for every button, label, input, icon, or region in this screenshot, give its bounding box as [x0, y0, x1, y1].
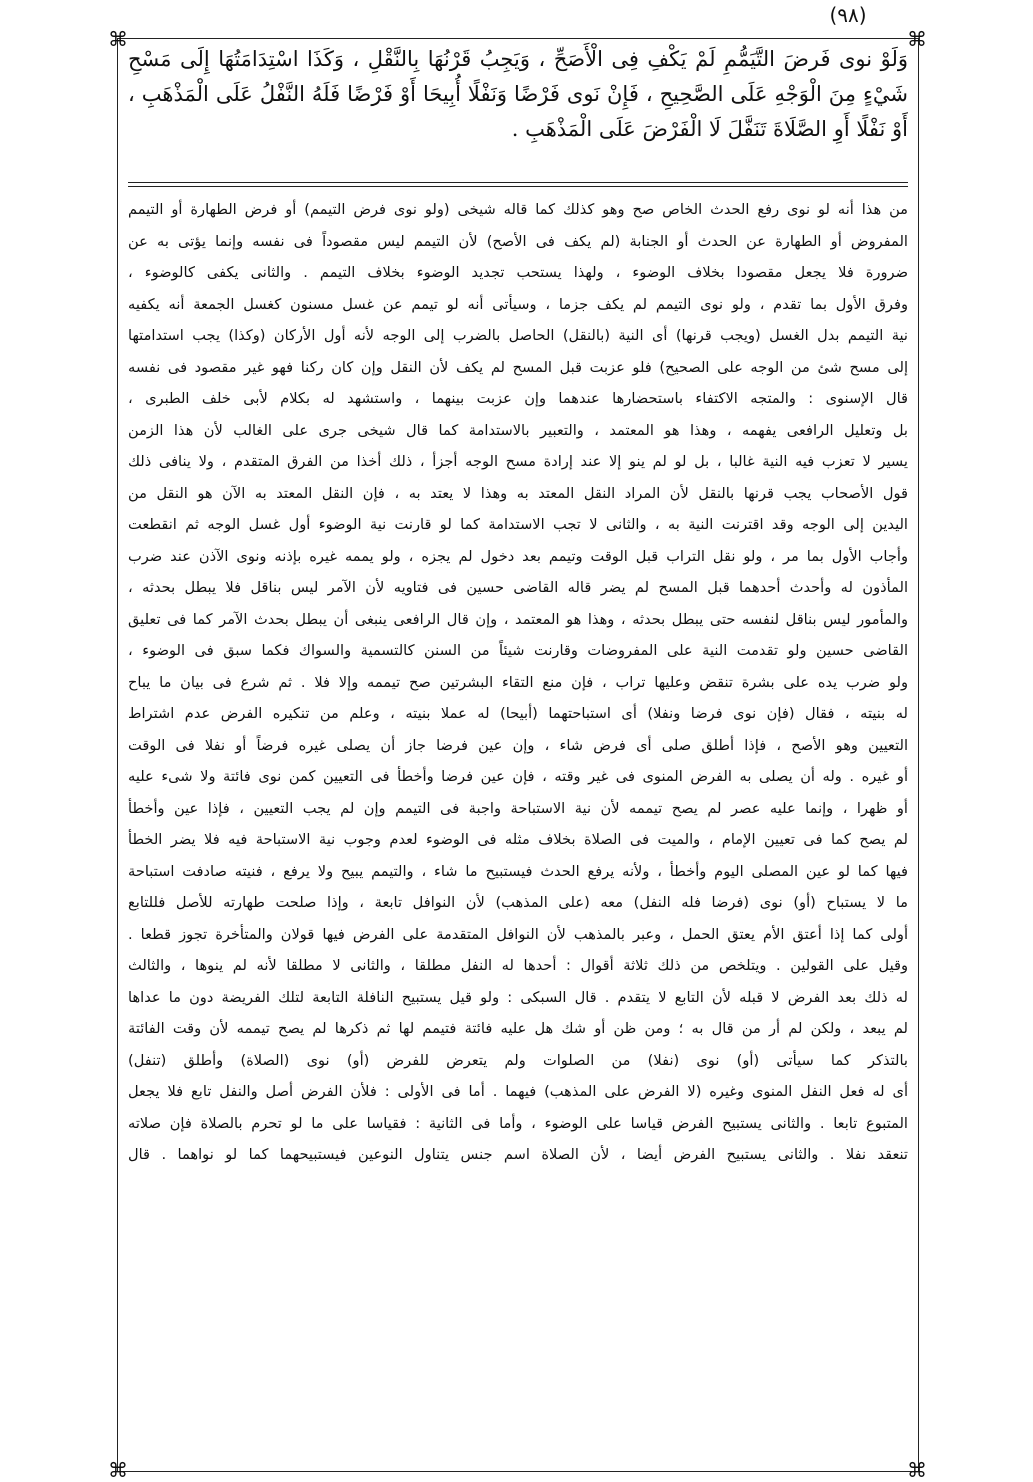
commentary-line: وقيل على القولين . ويتلخص من ذلك ثلاثة أقوال : أحدها له النفل مطلقا ، والثانى لا مطلقا لأنه لم ينوها ، والثالث — [128, 957, 908, 974]
commentary-line: أولى كما إذا أعتق الأم يعتق الحمل ، وعبر بالمذهب لأن النوافل المتقدمة على الفرض فيها قولان والمتأخرة تجوز قطعا . — [128, 925, 908, 943]
commentary-line: ولو ضرب يده على بشرة تنقض وعليها تراب ، فإن منع التقاء البشرتين صح تيممه وإلا فلا . ثم شرع فى بيان ما يباح — [128, 673, 908, 691]
commentary-line: بالتذكر كما سيأتى (أو) نوى (نفلا) من الصلوات ولم يتعرض للفرض (أو) نوى (الصلاة) وأطلق (تنفل) — [128, 1051, 908, 1069]
commentary-line: المتبوع تابعا . والثانى يستبيح الفرض قياسا على الوضوء ، وأما فى الثانية : فقياسا على ما لو تحرم بالصلاة فإن صلاته — [128, 1114, 908, 1132]
commentary-line: أى له فعل النفل المنوى وغيره (لا الفرض على المذهب) فيهما . أما فى الأولى : فلأن الفرض أصل والنفل تابع فلا يجعل — [128, 1083, 908, 1100]
commentary-line: المأذون له وأحدث أحدهما قبل المسح لم يضر قاله القاضى حسين فى فتاويه لأن الآمر ليس بناقل فلا يبطل بحدثه ، — [128, 579, 908, 596]
commentary-line: تنعقد نفلا . والثانى يستبيح الفرض أيضا ، لأن الصلاة اسم جنس يتناول النوعين فيستبيحهما كما لو نواهما . قال — [128, 1146, 908, 1163]
commentary-line: ضرورة فلا يجعل مقصودا بخلاف الوضوء ، ولهذا يستحب تجديد الوضوء بخلاف التيمم . والثانى يكفى كالوضوء ، — [128, 264, 908, 281]
commentary-line: القاضى حسين ولو تقدمت النية على المفروضات وقارنت شيئاً من السنن كالتسمية والسواك فكما سبق فى الوضوء ، — [128, 642, 908, 659]
corner-ornament-bottom-right: ⌘ — [907, 1458, 927, 1482]
commentary-line: أو غيره . وله أن يصلى به الفرض المنوى فى غير وقته ، فإن عين فرضا وأخطأ فى التعيين كمن نوى فائتة ولا شىء عليه — [128, 768, 908, 785]
commentary-line: بل وتعليل الرافعى يفهمه ، وهذا هو المعتمد ، والتعبير بالاستدامة كما قال شيخى جرى على الغالب لأن هذا الزمن — [128, 421, 908, 439]
page-number: (٩٨) — [829, 3, 867, 27]
commentary-line: لم يصح كما فى تعيين الإمام ، والميت فى الصلاة بخلاف مثله فى الوضوء لعدم وجوب نية الاستباحة فيه فلا يضر الخطأ — [128, 831, 908, 848]
commentary-line: قول الأصحاب يجب قرنها بالنقل لأن المراد النقل المعتد به وهذا لا يعتد به ، فإن النقل المعتد به الآن هو النقل من — [128, 484, 908, 502]
corner-ornament-top-right: ⌘ — [907, 27, 927, 51]
commentary-line: اليدين إلى الوجه وقد اقترنت النية به ، والثانى لا تجب الاستدامة كما لو قارنت نية الوضوء أول غسل الوجه ثم انقطعت — [128, 516, 908, 533]
commentary-line: وفرق الأول بما تقدم ، ولو نوى التيمم لم يكف جزما ، وسيأتى أنه لو تيمم عن غسل مسنون كغسل الجمعة أنه يكفيه — [128, 295, 908, 313]
commentary-line: والمأمور ليس بناقل لنفسه حتى يبطل بحدثه ، وهذا هو المعتمد ، وإن قال الرافعى ينبغى أن يبطل بحدث الآمر كما فى تعليق — [128, 610, 908, 628]
commentary-line: يسير لا تعزب فيه النية غالبا ، بل لو لم ينو إلا عند إرادة مسح الوجه أجزأ ، ذلك أخذا من الفرق المتقدم ، ولا ينافى ذلك — [128, 453, 908, 470]
commentary-line: ما لا يستباح (أو) نوى (فرضا فله النفل) معه (على المذهب) لأن النوافل تابعة ، وإذا صلحت طهارته للأصل فللتابع — [128, 894, 908, 911]
commentary-line: له ذلك بعد الفرض لا قبله لأن التابع لا يتقدم . قال السبكى : ولو قيل يستبيح النافلة التابعة لتلك الفريضة دون ما عداها — [128, 988, 908, 1006]
corner-ornament-bottom-left: ⌘ — [108, 1458, 128, 1482]
commentary-line: التعيين وهو الأصح ، فإذا أطلق صلى أى فرض شاء ، وإن عين فرضا جاز أن يصلى غيره فرضاً أو نفلا فى الوقت — [128, 736, 908, 754]
commentary-line: له بنيته ، فقال (فإن نوى فرضا ونفلا) أى استباحتهما (أبيحا) له عملا بنيته ، وعلم من تنكيره الفرض عدم اشتراط — [128, 705, 908, 722]
commentary-line: فيها كما لو عين المصلى اليوم وأخطأ ، ولأنه يرفع الحدث فيستبيح ما شاء ، والتيمم يبيح ولا يرفع ، فنيته صادفت استباحة — [128, 862, 908, 880]
commentary-line: المفروض أو الطهارة عن الحدث أو الجنابة (لم يكف فى الأصح) لأن التيمم ليس مقصوداً فى نفسه وإنما يؤتى به عن — [128, 232, 908, 250]
corner-ornament-top-left: ⌘ — [108, 27, 128, 51]
commentary-line: إلى مسح شئ من الوجه على الصحيح) فلو عزبت قبل المسح لم يكف لأن النقل وإن كان ركنا فهو غير مقصود فى نفسه — [128, 358, 908, 376]
commentary-line: وأجاب الأول بما مر ، ولو نقل التراب قبل الوقت وتيمم بعد دخول لم يجزه ، ولو يممه غيره بإذنه ونوى الآذن عند ضرب — [128, 547, 908, 565]
commentary-line: أو ظهرا ، وإنما عليه عصر لم يصح تيممه لأن نية الاستباحة واجبة فى التيمم وإن لم يجب التعيين ، فإذا عين وأخطأ — [128, 799, 908, 817]
matn-main-text: وَلَوْ نوى فَرضَ التَّيَمُّمِ لَمْ يَكْفِ فِى الْأَصَحِّ ، وَيَجِبُ قَرْنُهَا بِالنَّقْلِ ، وَكَذَا اسْتِدَامَتُهَا إِلَى مَسْحِ شَيْءٍ مِنَ الْوَجْهِ عَلَى الصَّحِيحِ ، فَإِنْ نَوى فَرْضًا وَنَفْلًا أُبِيحَا أَوْ فَرْضًا فَلَهُ النَّفْلُ عَلَى الْمَذْهَبِ ، أَوْ نَفْلًا أَوِ الصَّلَاةَ تَنَفَّلَ لَا الْفَرْضَ عَلَى الْمَذْهَبِ . — [128, 47, 908, 141]
section-divider — [128, 182, 908, 183]
commentary-line: لم يبعد ، ولكن لم أر من قال به ؛ ومن ظن أو شك هل عليه فائتة فتيمم لها ثم ذكرها لم يصح تيممه لأن وقت الفائتة — [128, 1020, 908, 1037]
commentary-body — [128, 194, 908, 1456]
commentary-line: نية التيمم بدل الغسل (ويجب قرنها) أى النية (بالنقل) الحاصل بالضرب إلى الوجه لأنه أول الأركان (وكذا) يجب استدامتها — [128, 327, 908, 344]
commentary-line: من هذا أنه لو نوى رفع الحدث الخاص صح وهو كذلك كما قاله شيخى (ولو نوى فرض التيمم) أو فرض الطهارة أو التيمم — [128, 201, 908, 218]
commentary-line: قال الإسنوى : والمتجه الاكتفاء باستحضارها عندهما وإن عزبت بينهما ، واستشهد له بكلام لأبى خلف الطبرى ، — [128, 390, 908, 407]
section-divider-inner — [128, 186, 908, 187]
